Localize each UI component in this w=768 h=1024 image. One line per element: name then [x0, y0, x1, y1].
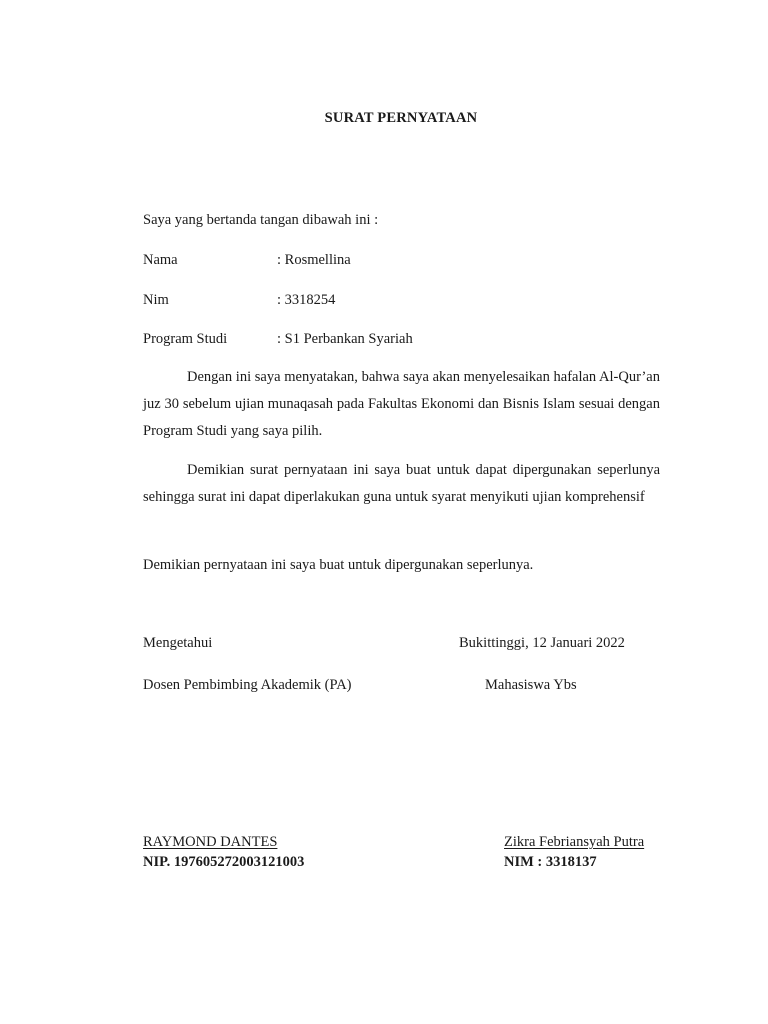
field-value-program-studi: : S1 Perbankan Syariah: [277, 331, 413, 347]
document-title: SURAT PERNYATAAN: [324, 110, 478, 126]
statement-paragraph-text: Dengan ini saya menyatakan, bahwa saya akan menyelesaikan hafalan Al-Qur’an juz 30 sebelum ujian munaqasah pada Fakultas Ekonomi dan Bisnis Islam sesuai dengan Program Studi yang saya pilih.: [143, 369, 660, 439]
left-known-label: Mengetahui: [143, 635, 213, 651]
left-signer-name: RAYMOND DANTES: [143, 834, 278, 850]
purpose-paragraph-text: Demikian surat pernyataan ini saya buat untuk dapat dipergunakan seperlunya sehingga surat ini dapat diperlakukan guna untuk syarat menyikuti ujian komprehensif: [143, 462, 660, 505]
right-role: Mahasiswa Ybs: [485, 677, 577, 693]
left-signer-id: NIP. 197605272003121003: [143, 854, 305, 870]
field-label-program-studi: Program Studi: [143, 331, 228, 347]
right-signer-id: NIM : 3318137: [504, 854, 597, 870]
field-label-nim: Nim: [143, 292, 169, 308]
place-date: Bukittinggi, 12 Januari 2022: [459, 635, 625, 651]
intro-text: Saya yang bertanda tangan dibawah ini :: [143, 212, 379, 228]
field-value-nim: : 3318254: [277, 292, 336, 308]
right-signer-name: Zikra Febriansyah Putra: [504, 834, 645, 850]
purpose-paragraph: [143, 457, 660, 511]
statement-paragraph: [143, 364, 660, 445]
closing-text: Demikian pernyataan ini saya buat untuk dipergunakan seperlunya.: [143, 557, 534, 573]
left-role: Dosen Pembimbing Akademik (PA): [143, 677, 352, 693]
field-value-nama: : Rosmellina: [277, 252, 351, 268]
field-label-nama: Nama: [143, 252, 178, 268]
